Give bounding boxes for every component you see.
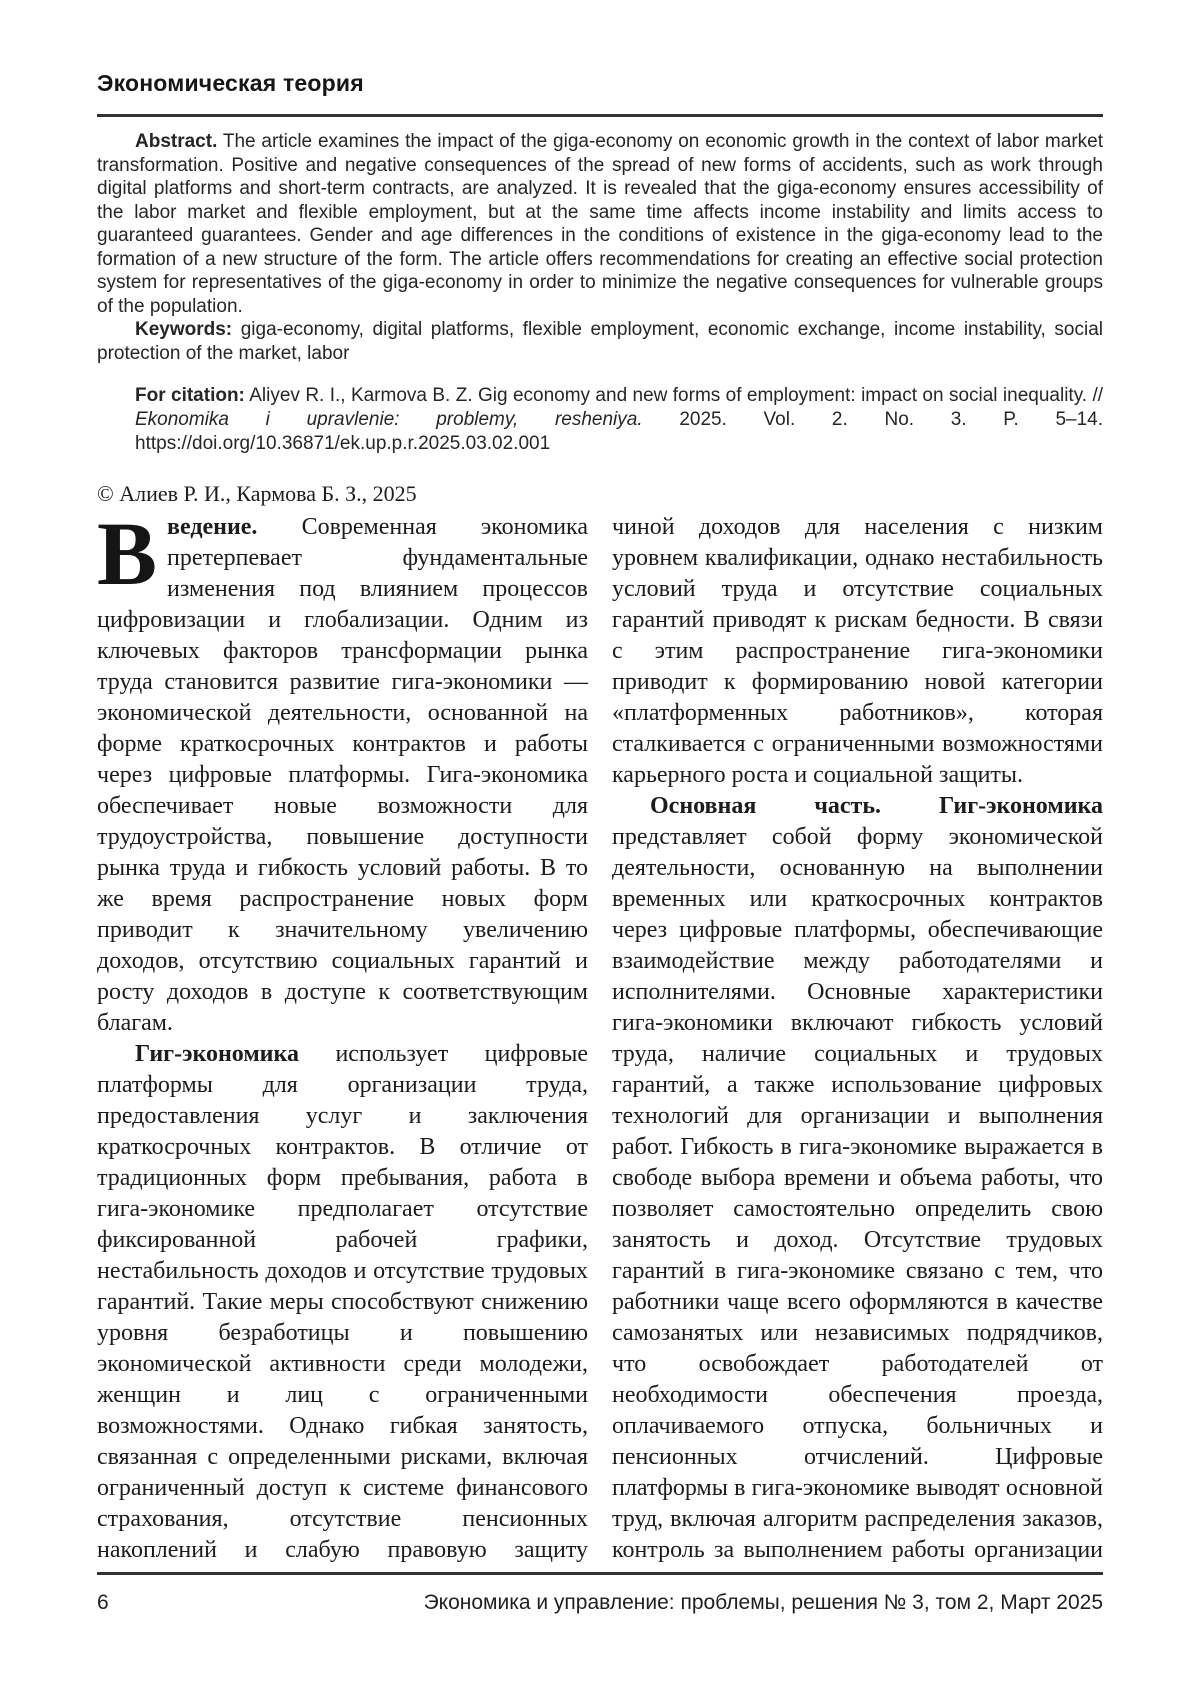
main-part-lead: Основная часть. Гиг-экономика <box>650 793 1103 819</box>
gig-economy-lead: Гиг-экономика <box>135 1041 299 1067</box>
keywords-paragraph <box>97 318 1103 365</box>
social-factor-continuation <box>612 512 1103 791</box>
gig-economy-paragraph <box>97 1039 588 1566</box>
article-meta <box>97 130 1103 456</box>
citation-volume-doi: 2025. Vol. 2. No. 3. P. 5–14. https://doi.org/10.36871/ek.up.p.r.2025.03.02.001 <box>135 409 1104 454</box>
page-footer <box>97 1572 1103 1615</box>
citation-authors-title: Aliyev R. I., Karmova B. Z. Gig economy and new forms of employment: impact on social inequality. // <box>249 385 1104 406</box>
journal-reference: Экономика и управление: проблемы, решения № 3, том 2, Март 2025 <box>423 1591 1103 1614</box>
section-title: Экономическая теория <box>97 70 364 96</box>
main-part-text: представляет собой форму экономической деятельности, основанную на выполнении временных или краткосрочных контрактов через цифровые платформы, обеспечивающие взаимодействие между работодателями и исполнителями. Основные характеристики гига-экономики включают гибкость условий труда, наличие социальных и трудовых гарантий, а также использование цифровых технологий для организации и выполнения работ. Гибкость в гига-экономике выражается в свободе выбора времени и объема работы, что позволяет самостоятельно определить свою занятость и доход. Отсутствие трудовых гарантий в гига-экономике связано с тем, что работники чаще всего оформляются в качестве самозанятых или независимых подрядчиков, что освобождает работодателей от необходимости обеспечения проезда, оплачиваемого отпуска, больничных и пенсионных отчислений. Цифровые платформы в гига-экономике выводят основной труд, включая алгоритм распределения заказов, контроль за выполнением работы организации <box>612 824 1103 1563</box>
citation-label: For citation: <box>135 385 245 406</box>
intro-paragraph <box>97 512 588 1039</box>
footer-rule <box>97 1572 1103 1575</box>
citation-journal-title: Ekonomika i upravlenie: problemy, resheniya. <box>135 409 643 430</box>
intro-lead: ведение. <box>167 514 258 540</box>
gig-economy-text: использует цифровые платформы для организации труда, предоставления услуг и заключения краткосрочных контрактов. В отличие от традиционных форм пребывания, работа в гига-экономике предполагает отсутствие фиксированной рабочей графики, нестабильность доходов и отсутствие трудовых гарантий. Такие меры способствуют снижению уровня безработицы и повышению экономической активности среди молодежи, женщин и лиц с ограниченными возможностями. Однако гибкая занятость, связанная с определенными рисками, включая ограниченный доступ к системе финансового страхования, отсутствие пенсионных накоплений и слабую правовую защиту <box>97 1041 588 1563</box>
header-rule <box>97 114 1103 117</box>
page-number: 6 <box>97 1591 109 1614</box>
main-part-paragraph <box>612 791 1103 1566</box>
citation-paragraph <box>135 384 1103 456</box>
keywords-label: Keywords: <box>135 319 233 340</box>
keywords-text: giga-economy, digital platforms, flexible employment, economic exchange, income instability, social protection of the market, labor <box>97 319 1103 364</box>
page-header <box>97 70 1103 117</box>
copyright-line: © Алиев Р. И., Кармова Б. З., 2025 <box>97 481 417 506</box>
page-content <box>0 0 1200 507</box>
intro-text: Современная экономика претерпевает фундаментальные изменения под влиянием процессов цифровизации и глобализации. Одним из ключевых факторов трансформации рынка труда становится развитие гига-экономики — экономической деятельности, основанной на форме краткосрочных контрактов и работы через цифровые платформы. Гига-экономика обеспечивает новые возможности для трудоустройства, повышение доступности рынка труда и гибкость условий работы. В то же время распространение новых форм приводит к значительному увеличению доходов, отсутствию социальных гарантий и росту доходов в доступе к соответствующим благам. <box>97 514 588 1036</box>
abstract-text: The article examines the impact of the giga-economy on economic growth in the context of labor market transformation. Positive and negative consequences of the spread of new forms of accidents, such as work through digital platforms and short-term contracts, are analyzed. It is revealed that the giga-economy ensures accessibility of the labor market and flexible employment, but at the same time affects income instability and limits access to guaranteed guarantees. Gender and age differences in the conditions of existence in the giga-economy lead to the formation of a new structure of the form. The article offers recommendations for creating an effective social protection system for representatives of the giga-economy in order to minimize the negative consequences for vulnerable groups of the population. <box>97 131 1103 317</box>
left-column <box>97 512 588 1566</box>
footer-row <box>97 1590 1103 1615</box>
abstract-paragraph <box>97 130 1103 318</box>
social-factor-continuation-text: чиной доходов для населения с низким уровнем квалификации, однако нестабильность условий труда и отсутствие социальных гарантий приводят к рискам бедности. В связи с этим распространение гига-экономики приводит к формированию новой категории «платформенных работников», которая сталкивается с ограниченными возможностями карьерного роста и социальной защиты. <box>612 514 1103 788</box>
abstract-label: Abstract. <box>135 131 218 152</box>
article-body <box>97 512 1103 1566</box>
dropcap-letter: В <box>97 512 158 604</box>
right-column <box>612 512 1103 1566</box>
